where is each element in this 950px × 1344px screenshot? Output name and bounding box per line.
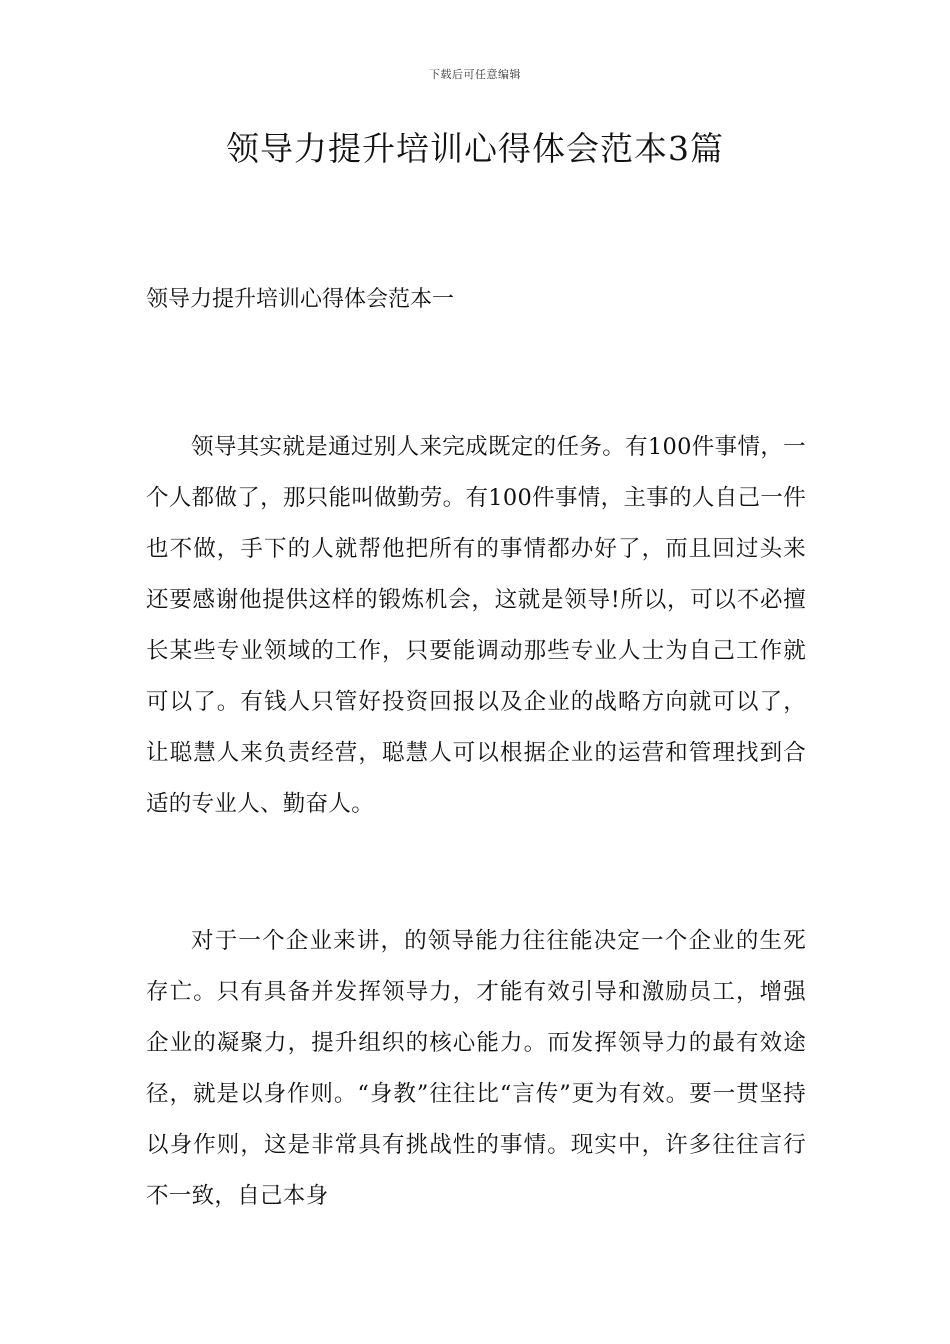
section-title: 领导力提升培训心得体会范本一 bbox=[146, 287, 455, 312]
document-title: 领导力提升培训心得体会范本3篇 bbox=[226, 129, 724, 168]
body-paragraph: 领导其实就是通过别人来完成既定的任务。有100件事情，一个人都做了，那只能叫做勤劳。有100件事情，主事的人自己一件也不做，手下的人就帮他把所有的事情都办好了，而且回过头来还要感谢他提供这样的锻炼机会，这就是领导!所以，可以不必擅长某些专业领域的工作，只要能调动那些专业人士为自己工作就可以了。有钱人只管好投资回报以及企业的战略方向就可以了，让聪慧人来负责经营，聪慧人可以根据企业的运营和管理找到合适的专业人、勤奋人。 bbox=[146, 434, 806, 817]
body-paragraph: 对于一个企业来讲，的领导能力往往能决定一个企业的生死存亡。只有具备并发挥领导力，才能有效引导和激励员工，增强企业的凝聚力，提升组织的核心能力。而发挥领导力的最有效途径，就是以身作则。“身教”往往比“言传”更为有效。要一贯坚持以身作则，这是非常具有挑战性的事情。现实中，许多往往言行不一致，自己本身 bbox=[146, 928, 806, 1209]
header-note: 下载后可任意编辑 bbox=[429, 68, 521, 81]
